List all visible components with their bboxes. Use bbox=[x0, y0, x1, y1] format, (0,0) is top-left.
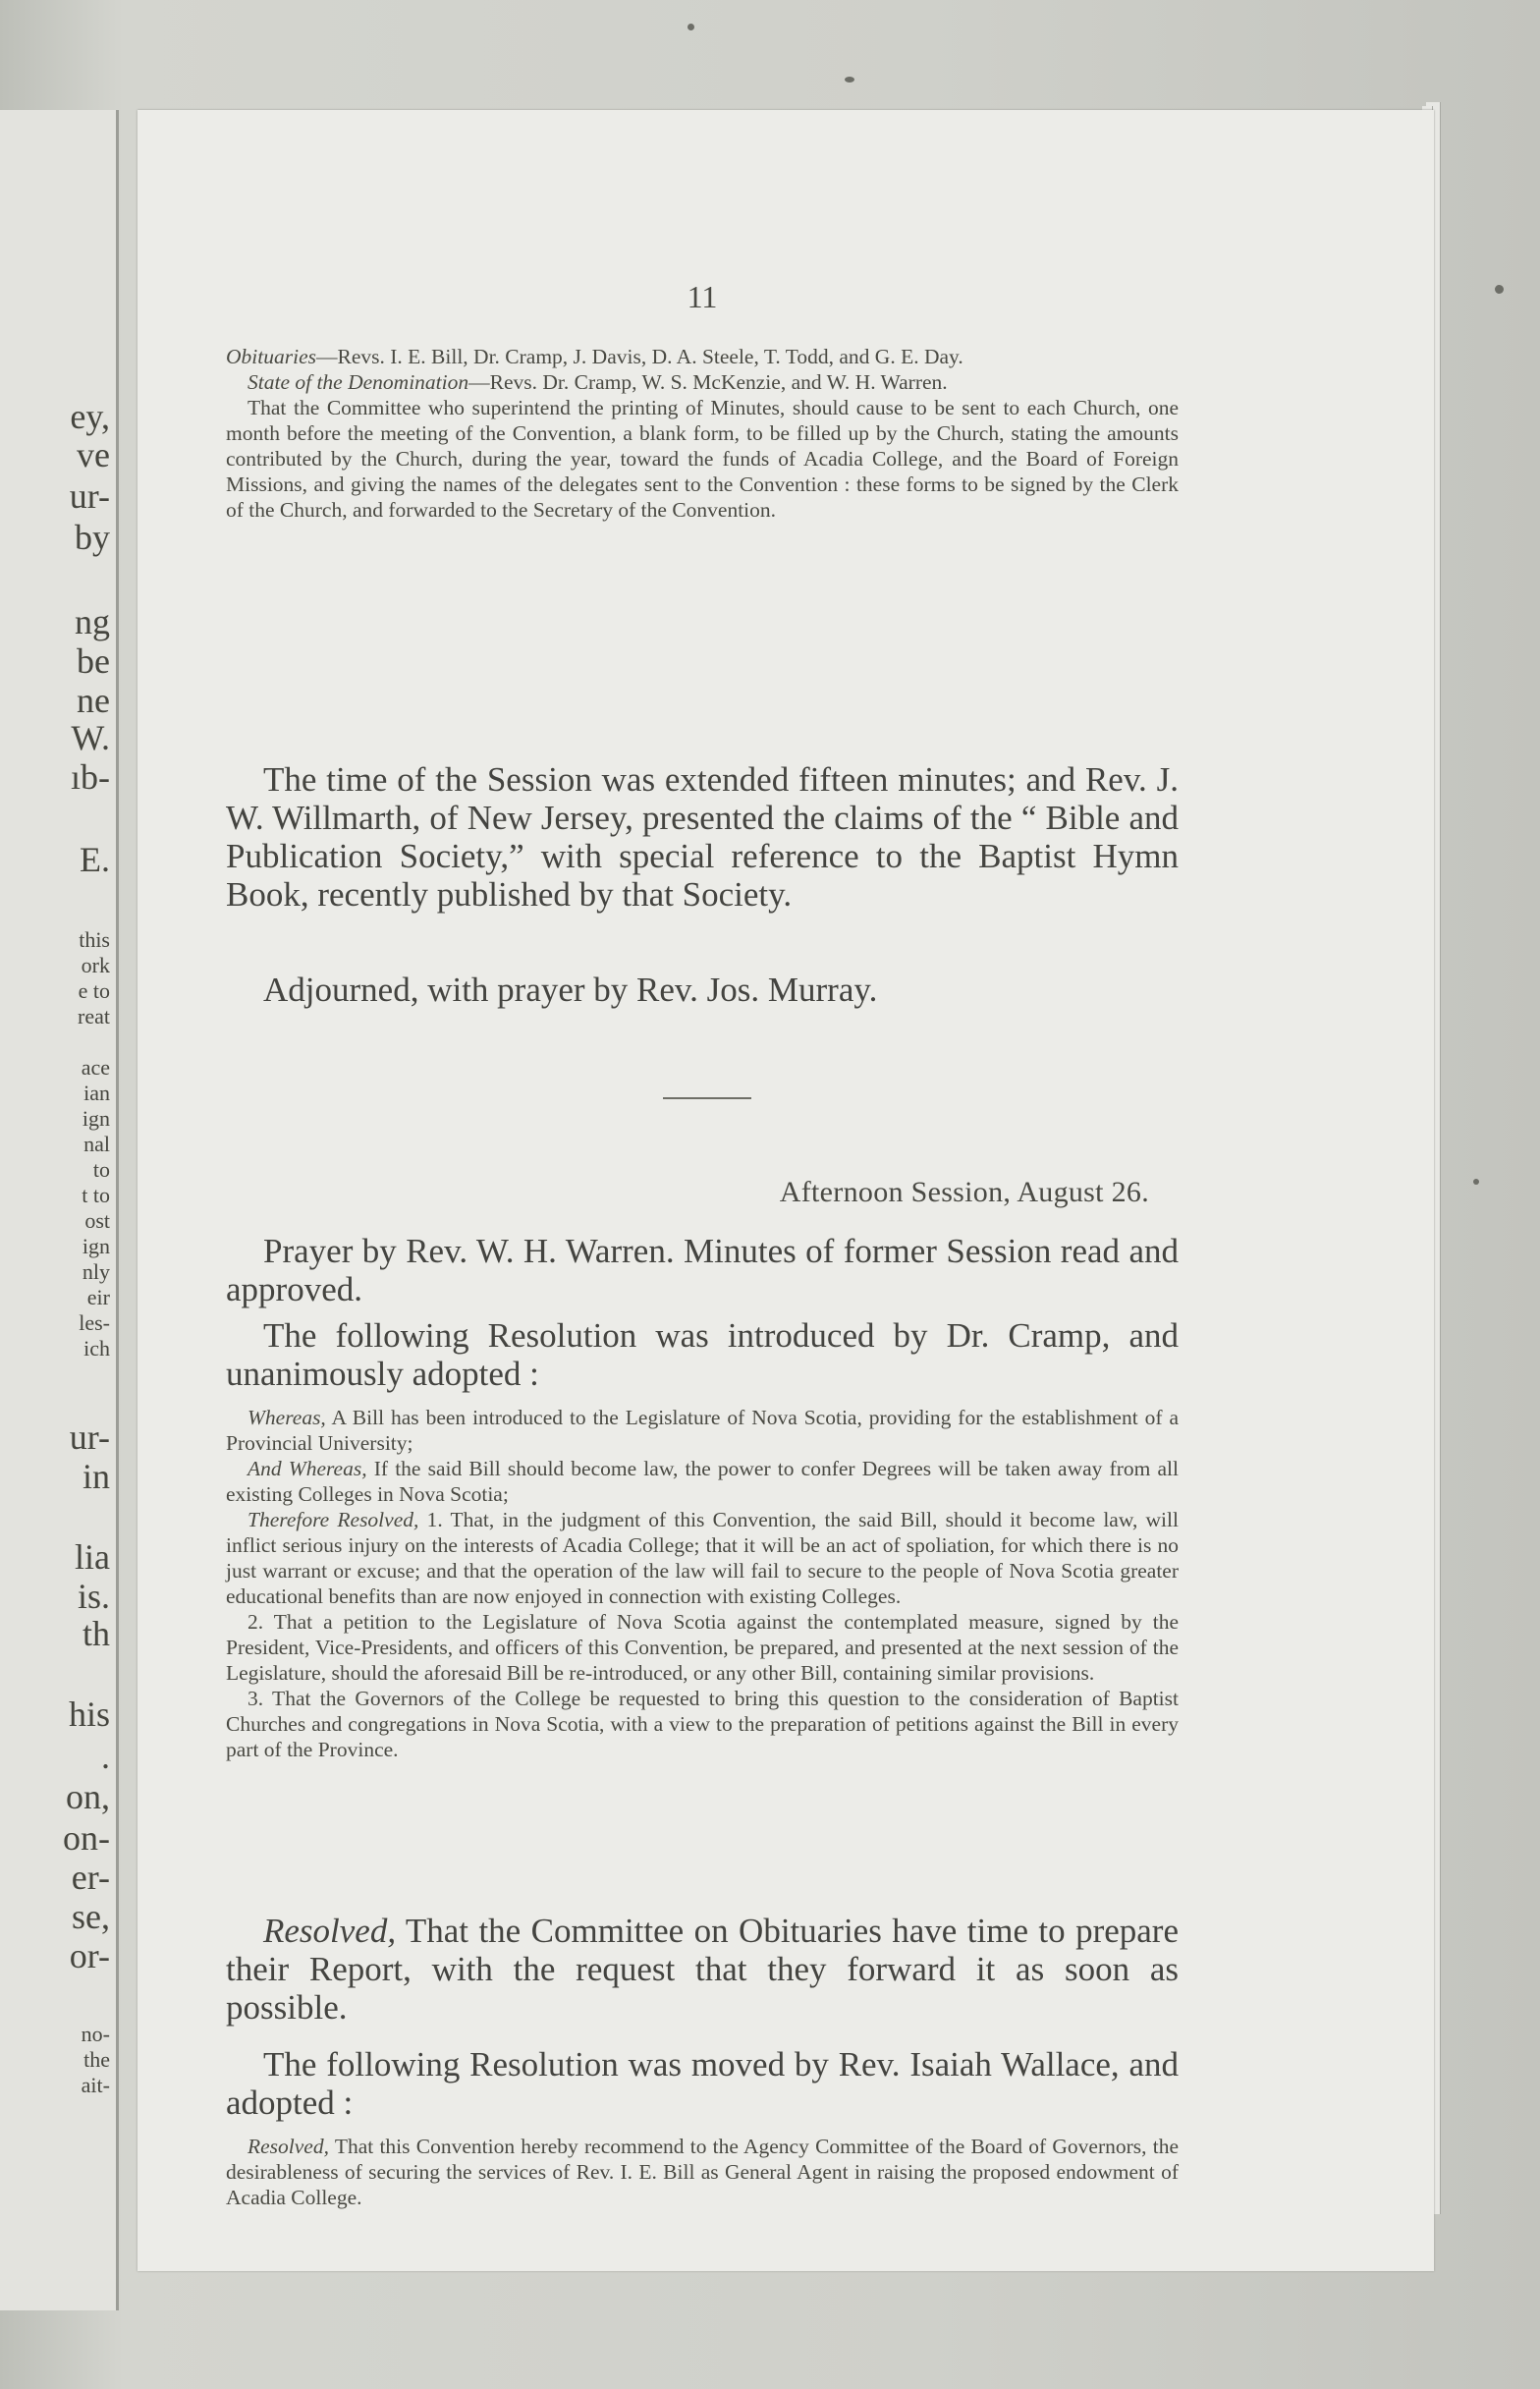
scan-speck bbox=[1495, 285, 1504, 294]
agency-resolution-block bbox=[226, 2134, 1179, 2210]
resolved-text: That the Committee on Obituaries have time to prepare their Report, with the request that they forward it as soon as possible. bbox=[226, 1912, 1179, 2027]
scan-speck bbox=[1473, 1179, 1479, 1185]
obituaries-resolution bbox=[226, 1912, 1179, 2027]
whereas-text: A Bill has been introduced to the Legislature of Nova Scotia, providing for the establishment of a Provincial University; bbox=[226, 1406, 1179, 1455]
margin-fragment: ich bbox=[83, 1336, 110, 1361]
margin-fragment: is. bbox=[77, 1577, 110, 1616]
margin-fragment: ace bbox=[81, 1055, 110, 1080]
whereas-first bbox=[226, 1405, 1179, 1456]
margin-fragment: reat bbox=[78, 1004, 110, 1028]
session-extended-paragraph: The time of the Session was extended fifteen minutes; and Rev. J. W. Willmarth, of New Jersey, presented the claims of the “ Bible and Publication Society,” with special reference to the Baptist Hymn Book, recently published by that Society. bbox=[226, 760, 1179, 914]
margin-fragment: ign bbox=[82, 1106, 110, 1131]
margin-fragment: se, bbox=[72, 1897, 110, 1936]
margin-fragment: in bbox=[82, 1457, 110, 1496]
adjourned-block bbox=[226, 971, 1179, 1009]
margin-fragment: on, bbox=[66, 1777, 110, 1816]
agency-resolution bbox=[226, 2134, 1179, 2210]
margin-fragment: no- bbox=[81, 2022, 110, 2046]
denomination-label: State of the Denomination bbox=[248, 370, 469, 394]
resolved-third: 3. That the Governors of the College be requested to bring this question to the consideration of Baptist Churches and congregations in Nova Scotia, with a view to the preparation of petitions against the Bill in every part of the Province. bbox=[226, 1687, 1179, 1761]
minutes-paragraph: That the Committee who superintend the printing of Minutes, should cause to be sent to each Church, one month before the meeting of the Convention, a blank form, to be filled up by the Church, stating the amounts contributed by the Church, during the year, toward the funds of Acadia College, and the Board of Foreign Missions, and giving the names of the delegates sent to the Convention : these forms to be signed by the Clerk of the Church, and forwarded to the Secretary of the Convention. bbox=[226, 396, 1179, 522]
margin-fragment: ost bbox=[84, 1208, 110, 1233]
margin-fragment: or- bbox=[69, 1936, 110, 1975]
margin-fragment: ait- bbox=[81, 2073, 110, 2097]
resolved-label: Resolved, bbox=[263, 1912, 397, 1950]
and-whereas-label: And Whereas, bbox=[248, 1457, 367, 1480]
margin-fragment: . bbox=[101, 1737, 110, 1776]
margin-fragment: by bbox=[75, 518, 110, 557]
resolved-first bbox=[226, 1507, 1179, 1609]
margin-fragment: ey, bbox=[70, 397, 110, 436]
page-number: 11 bbox=[687, 279, 718, 314]
margin-fragment: ur- bbox=[69, 1417, 110, 1457]
obituaries-members: —Revs. I. E. Bill, Dr. Cramp, J. Davis, D. A. Steele, T. Todd, and G. E. Day. bbox=[315, 345, 963, 368]
resolution-intro-paragraph: The following Resolution was introduced by Dr. Cramp, and unanimously adopted : bbox=[226, 1316, 1179, 1393]
therefore-resolved-label: Therefore Resolved, bbox=[248, 1508, 419, 1531]
margin-fragment: ve bbox=[77, 435, 110, 474]
obituaries-committee bbox=[226, 344, 1179, 369]
margin-fragment: nal bbox=[83, 1132, 110, 1156]
denomination-members: —Revs. Dr. Cramp, W. S. McKenzie, and W. H. Warren. bbox=[468, 370, 948, 394]
agency-resolved-text: That this Convention hereby recommend to the Agency Committee of the Board of Governors, the desirableness of securing the services of Rev. I. E. Bill as General Agent in raising the proposed endowment of Acadia College. bbox=[226, 2135, 1179, 2209]
margin-fragment: on- bbox=[63, 1818, 110, 1858]
whereas-second bbox=[226, 1456, 1179, 1507]
margin-fragment: his bbox=[68, 1695, 110, 1734]
scan-speck bbox=[688, 24, 694, 30]
margin-fragment: th bbox=[82, 1614, 110, 1653]
margin-fragment: this bbox=[79, 927, 110, 952]
committee-list bbox=[226, 344, 1179, 523]
margin-fragment: the bbox=[83, 2047, 110, 2072]
resolved-second: 2. That a petition to the Legislature of Nova Scotia against the contemplated measure, signed by the President, Vice-Presidents, and officers of this Convention, be prepared, and presented at the next session of the Legislature, should the aforesaid Bill be re-introduced, or any other Bill, containing similar provisions. bbox=[226, 1610, 1179, 1685]
adjourned-paragraph: Adjourned, with prayer by Rev. Jos. Murray. bbox=[263, 971, 878, 1009]
margin-fragment: ur- bbox=[69, 476, 110, 516]
margin-fragment: ork bbox=[81, 953, 110, 977]
margin-fragment: eir bbox=[86, 1285, 110, 1309]
session-extended-block bbox=[226, 760, 1179, 914]
university-resolution bbox=[226, 1405, 1179, 1762]
wallace-block bbox=[226, 2045, 1179, 2122]
and-whereas-text: If the said Bill should become law, the power to confer Degrees will be taken away from all existing Colleges in Nova Scotia; bbox=[226, 1457, 1179, 1506]
margin-fragment: t to bbox=[82, 1183, 110, 1207]
whereas-label: Whereas, bbox=[248, 1406, 326, 1429]
book-page bbox=[138, 110, 1434, 2271]
margin-fragment: E. bbox=[80, 840, 110, 879]
prayer-paragraph: Prayer by Rev. W. H. Warren. Minutes of former Session read and approved. bbox=[226, 1232, 1179, 1308]
margin-fragment: ne bbox=[77, 681, 110, 720]
margin-fragment: ign bbox=[82, 1234, 110, 1258]
margin-fragment: ng bbox=[75, 602, 110, 641]
section-divider bbox=[663, 1097, 751, 1099]
scan-speck bbox=[845, 77, 854, 83]
margin-fragment: be bbox=[77, 641, 110, 681]
margin-fragment: ıb- bbox=[71, 757, 110, 797]
margin-fragment: nly bbox=[82, 1259, 110, 1284]
agency-resolved-label: Resolved, bbox=[248, 2135, 329, 2158]
obituaries-label: Obituaries bbox=[226, 345, 316, 368]
facing-page-fragment bbox=[0, 110, 119, 2310]
margin-fragment: W. bbox=[71, 718, 110, 757]
obituaries-resolution-block bbox=[226, 1912, 1179, 2027]
margin-fragment: to bbox=[92, 1157, 110, 1182]
therefore-resolved-text: 1. That, in the judgment of this Convention, the said Bill, should it become law, will inflict serious injury on the interests of Acadia College; that it will be an act of spoliation, for which there is no just warrant or excuse; and that the operation of the law will fail to secure to the people of Nova Scotia greater educational benefits than are now enjoyed in connection with existing Colleges. bbox=[226, 1508, 1179, 1608]
margin-fragment: les- bbox=[79, 1310, 110, 1335]
afternoon-opening bbox=[226, 1232, 1179, 1393]
margin-fragment: e to bbox=[78, 978, 110, 1003]
afternoon-session-heading: Afternoon Session, August 26. bbox=[779, 1176, 1149, 1208]
margin-fragment: lia bbox=[75, 1537, 110, 1577]
margin-fragment: ian bbox=[83, 1081, 110, 1105]
margin-fragment: er- bbox=[71, 1858, 110, 1897]
wallace-intro: The following Resolution was moved by Rev. Isaiah Wallace, and adopted : bbox=[226, 2045, 1179, 2122]
denomination-committee bbox=[226, 369, 1179, 395]
